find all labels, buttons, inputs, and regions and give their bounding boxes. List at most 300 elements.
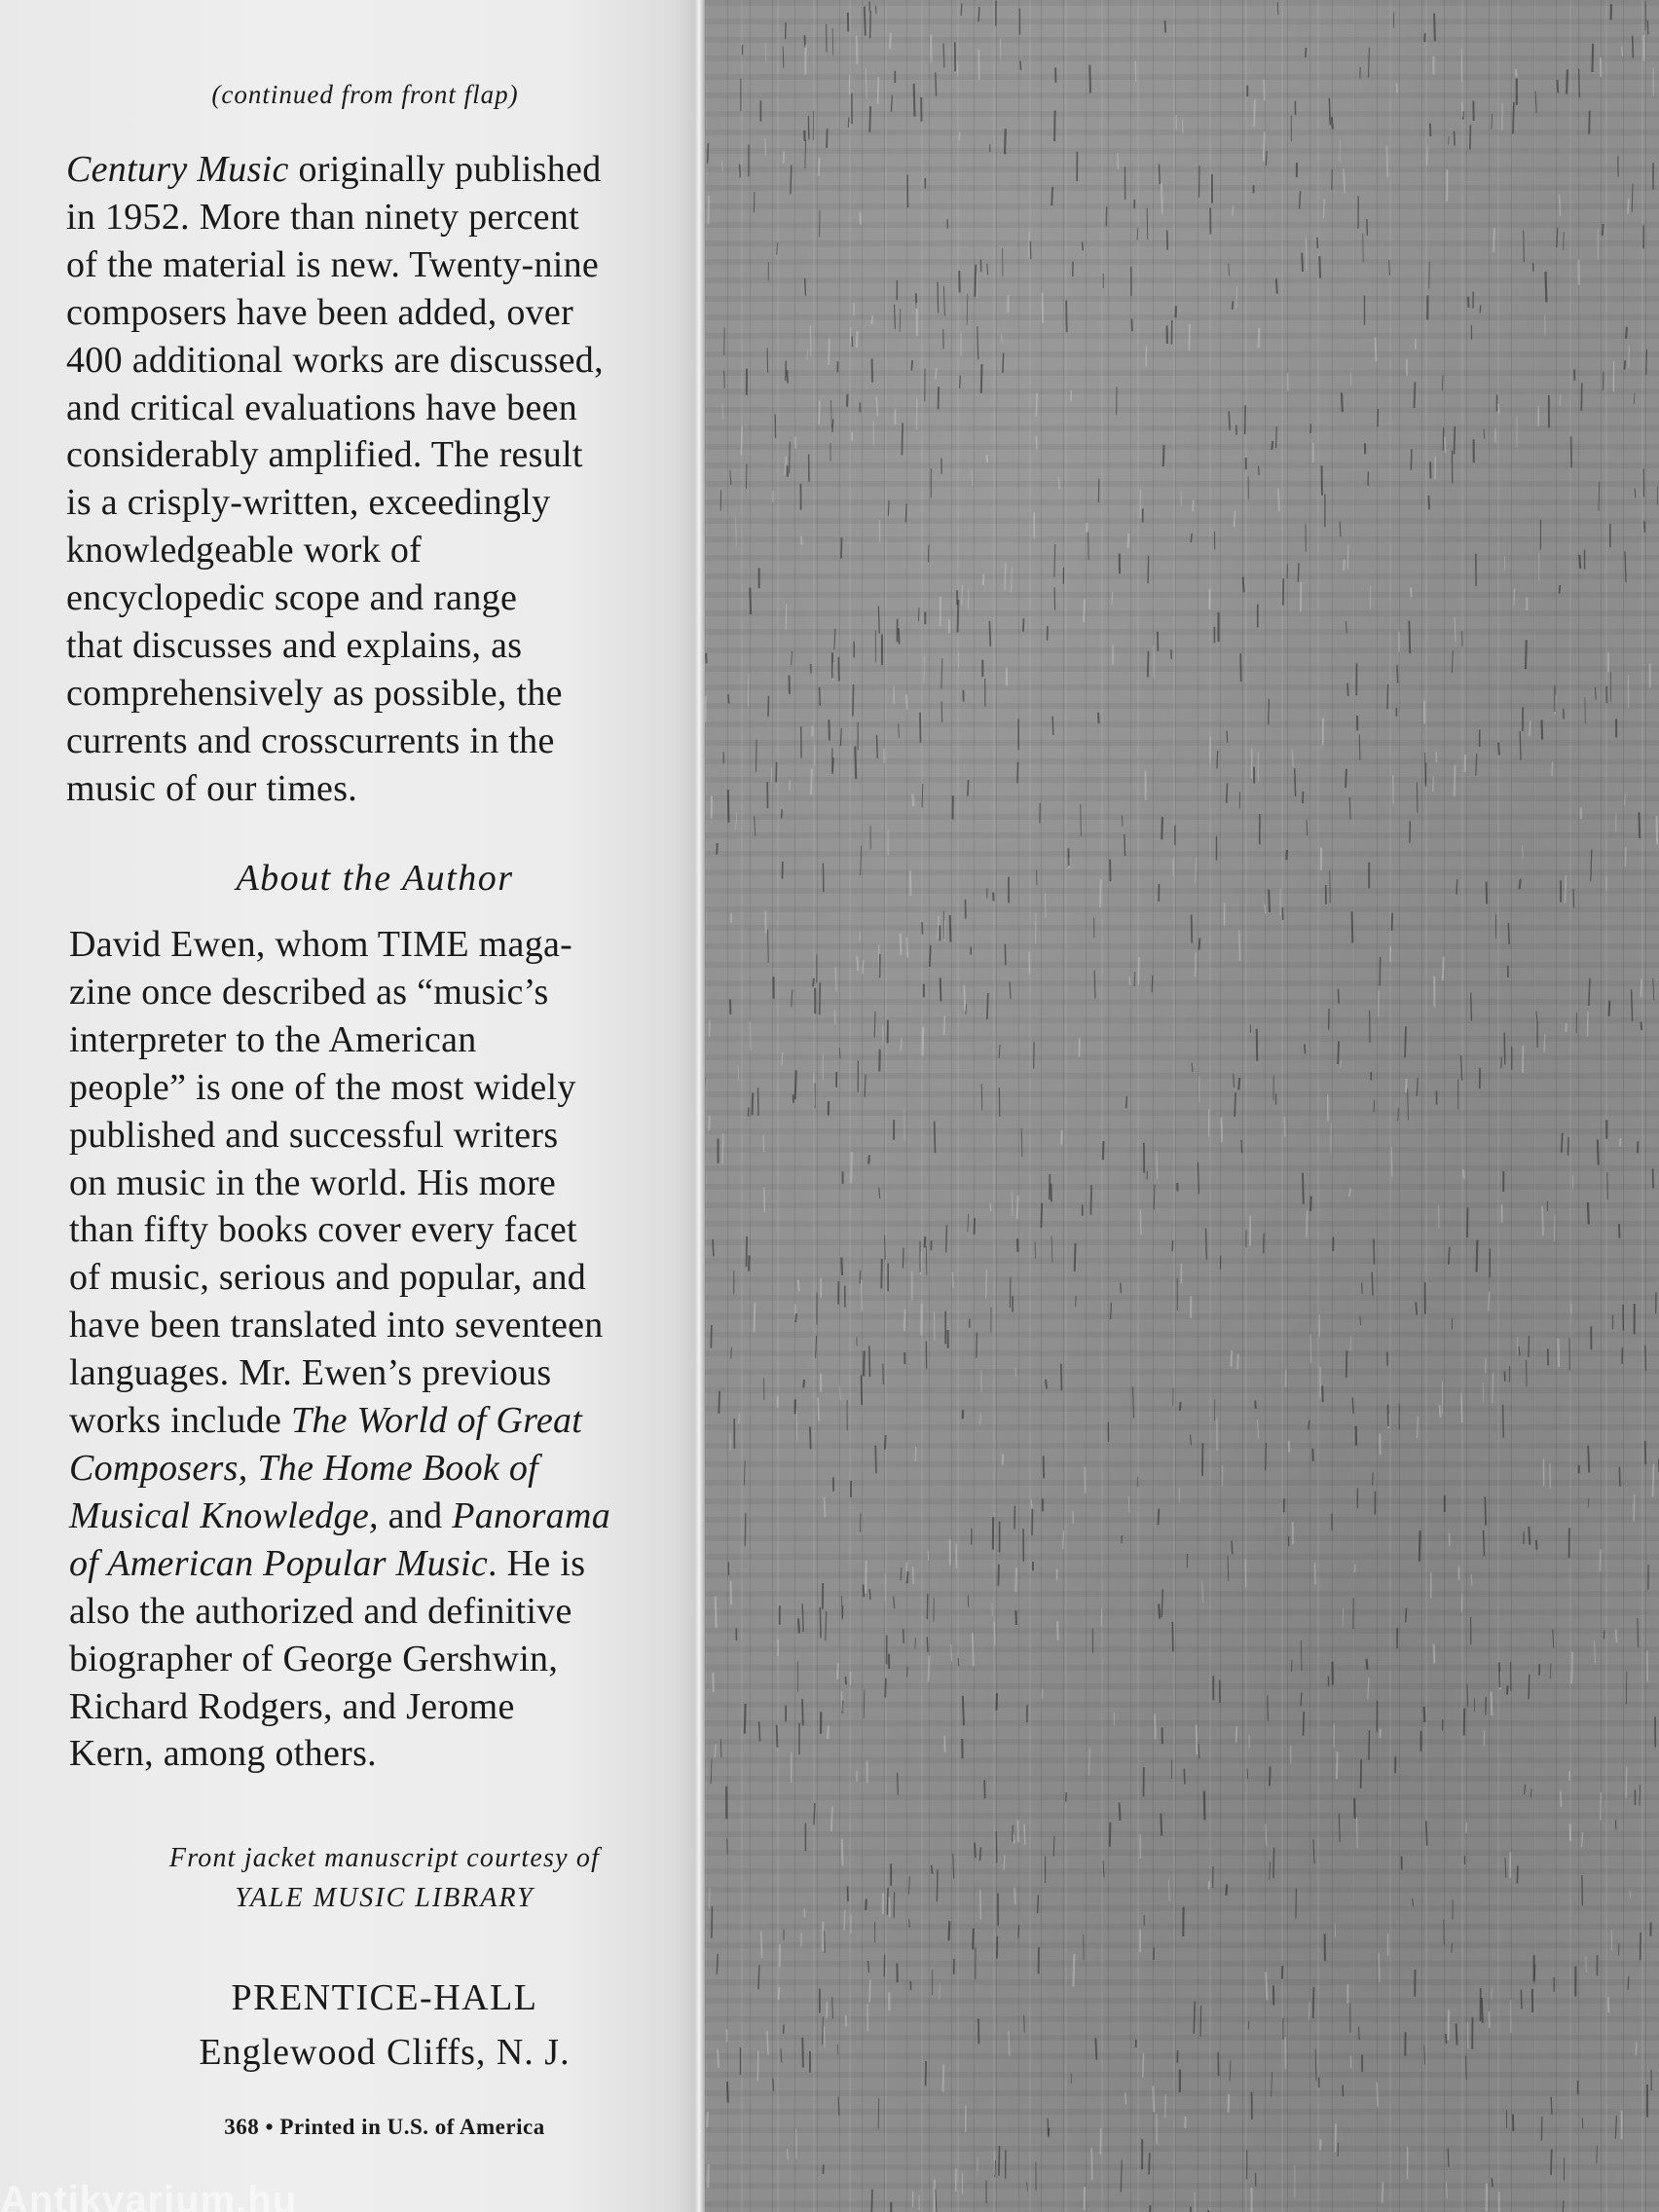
grain-stroke — [1557, 80, 1558, 92]
grain-stroke — [1159, 1509, 1160, 1526]
grain-stroke — [835, 967, 836, 991]
grain-stroke — [1492, 1987, 1493, 1999]
grain-stroke — [767, 349, 768, 373]
grain-stroke — [1625, 847, 1626, 866]
grain-stroke — [1452, 1943, 1453, 1953]
grain-stroke — [1163, 445, 1164, 466]
grain-stroke — [1014, 1887, 1015, 1904]
grain-stroke — [1241, 1140, 1242, 1154]
grain-stroke — [792, 651, 793, 665]
grain-stroke — [1499, 1663, 1500, 1688]
grain-stroke — [1254, 99, 1255, 127]
grain-stroke — [840, 728, 841, 746]
grain-stroke — [1571, 436, 1572, 467]
grain-stroke — [1197, 1725, 1198, 1755]
grain-stroke — [1298, 563, 1299, 582]
grain-stroke — [1010, 981, 1011, 999]
grain-stroke — [1054, 111, 1055, 142]
text-line: in 1952. More than ninety percent — [66, 196, 579, 238]
grain-stroke — [1193, 499, 1194, 511]
grain-stroke — [1269, 699, 1270, 725]
grain-stroke — [1622, 46, 1623, 56]
grain-stroke — [1449, 2009, 1450, 2040]
grain-stroke — [949, 1921, 950, 1940]
textured-cover-panel — [705, 0, 1659, 2212]
grain-stroke — [1589, 978, 1590, 1006]
grain-stroke — [1633, 36, 1634, 58]
grain-stroke — [857, 956, 858, 971]
grain-stroke — [795, 436, 796, 449]
grain-stroke — [1120, 1802, 1121, 1821]
grain-stroke — [1184, 1769, 1185, 1785]
grain-stroke — [1291, 1660, 1292, 1672]
grain-stroke — [1391, 1147, 1392, 1177]
grain-stroke — [1368, 1677, 1369, 1699]
grain-stroke — [1408, 1088, 1409, 1121]
text-line: languages. Mr. Ewen’s previous — [69, 1352, 552, 1394]
grain-stroke — [1369, 48, 1370, 78]
grain-stroke — [1090, 1185, 1091, 1215]
grain-stroke — [959, 132, 960, 140]
grain-stroke — [1227, 784, 1228, 803]
grain-stroke — [1243, 577, 1244, 593]
grain-stroke — [883, 1025, 884, 1043]
grain-stroke — [765, 138, 766, 155]
grain-stroke — [1374, 1238, 1375, 1264]
grain-stroke — [1332, 117, 1333, 129]
grain-stroke — [1471, 993, 1472, 1021]
grain-stroke — [1374, 1100, 1375, 1112]
grain-stroke — [1546, 272, 1547, 303]
grain-stroke — [998, 1565, 999, 1586]
grain-stroke — [899, 723, 900, 738]
grain-stroke — [1199, 938, 1200, 949]
grain-stroke — [813, 978, 814, 986]
grain-stroke — [1051, 1184, 1052, 1202]
grain-stroke — [1641, 979, 1642, 998]
text-line: and critical evaluations have been — [66, 387, 578, 428]
grain-stroke — [1635, 489, 1636, 498]
grain-stroke — [1449, 1247, 1450, 1265]
grain-stroke — [1424, 2046, 1425, 2065]
grain-stroke — [1278, 489, 1279, 511]
grain-stroke — [935, 1122, 936, 1154]
grain-stroke — [1051, 1235, 1052, 1262]
grain-stroke — [907, 1571, 908, 1583]
grain-stroke — [787, 2149, 788, 2159]
grain-stroke — [925, 1236, 926, 1247]
grain-stroke — [959, 271, 960, 292]
grain-stroke — [1292, 750, 1293, 767]
text-line — [66, 146, 689, 194]
grain-stroke — [909, 1876, 910, 1894]
grain-stroke — [1398, 1108, 1399, 1121]
grain-stroke — [1560, 585, 1561, 594]
grain-stroke — [786, 361, 787, 382]
grain-stroke — [940, 977, 941, 1001]
grain-stroke — [885, 1435, 886, 1450]
grain-stroke — [1228, 1556, 1229, 1581]
grain-stroke — [986, 1270, 987, 1299]
grain-stroke — [1200, 2006, 1201, 2037]
grain-stroke — [832, 662, 833, 681]
grain-stroke — [727, 1839, 728, 1855]
grain-stroke — [1409, 621, 1410, 653]
grain-stroke — [1030, 241, 1031, 259]
text-line: knowledgeable work of — [66, 530, 423, 571]
grain-stroke — [878, 607, 879, 634]
grain-stroke — [1100, 879, 1101, 907]
grain-stroke — [1206, 1229, 1207, 1260]
grain-stroke — [1520, 879, 1521, 889]
grain-stroke — [898, 1773, 899, 1795]
grain-stroke — [1361, 1759, 1362, 1788]
grain-stroke — [869, 1346, 870, 1377]
grain-stroke — [1229, 411, 1230, 429]
grain-stroke — [950, 915, 951, 942]
grain-stroke — [1387, 684, 1388, 709]
grain-stroke — [782, 1052, 783, 1066]
grain-stroke — [796, 1409, 797, 1441]
grain-stroke — [820, 982, 821, 1014]
grain-stroke — [1322, 465, 1323, 495]
grain-stroke — [1125, 2093, 1126, 2105]
author-paragraph — [69, 921, 692, 1778]
grain-stroke — [1653, 978, 1654, 1001]
grain-stroke — [975, 1843, 976, 1859]
grain-stroke — [1189, 324, 1190, 351]
grain-stroke — [1315, 2049, 1316, 2082]
grain-stroke — [829, 719, 830, 740]
grain-stroke — [1018, 1821, 1019, 1843]
grain-stroke — [1332, 169, 1333, 190]
grain-stroke — [827, 129, 828, 148]
grain-stroke — [1009, 2031, 1010, 2056]
grain-stroke — [1632, 989, 1633, 1021]
grain-stroke — [1619, 1224, 1620, 1238]
grain-stroke — [1486, 1697, 1487, 1715]
grain-stroke — [890, 33, 891, 49]
grain-stroke — [885, 1235, 886, 1259]
grain-stroke — [866, 68, 867, 98]
grain-stroke — [869, 1979, 870, 2002]
grain-stroke — [946, 1225, 947, 1252]
grain-stroke — [1354, 1798, 1355, 1819]
grain-stroke — [828, 1726, 829, 1740]
about-author-heading: About the Author — [236, 858, 514, 899]
grain-stroke — [791, 165, 792, 194]
grain-stroke — [868, 1961, 869, 1972]
grain-stroke — [814, 1074, 815, 1106]
grain-stroke — [1044, 1456, 1045, 1478]
grain-stroke — [1492, 1692, 1493, 1716]
grain-stroke — [1233, 301, 1234, 310]
grain-stroke — [869, 1589, 870, 1600]
grain-stroke — [1411, 449, 1412, 470]
grain-stroke — [1455, 617, 1456, 642]
grain-stroke — [1341, 1060, 1342, 1069]
grain-stroke — [1346, 1350, 1347, 1378]
grain-stroke — [1304, 1712, 1305, 1736]
grain-stroke — [1529, 1675, 1530, 1700]
grain-stroke — [1632, 184, 1633, 213]
grain-stroke — [1461, 1394, 1462, 1422]
grain-stroke — [823, 864, 824, 893]
grain-stroke — [1195, 2193, 1196, 2212]
grain-stroke — [716, 1597, 717, 1628]
grain-stroke — [1300, 191, 1301, 209]
grain-stroke — [838, 2097, 839, 2116]
grain-stroke — [1015, 1610, 1016, 1625]
grain-stroke — [825, 1497, 826, 1518]
grain-stroke — [1075, 1243, 1076, 1272]
grain-stroke — [975, 265, 976, 297]
grain-stroke — [1191, 1434, 1192, 1445]
grain-stroke — [953, 1854, 954, 1878]
grain-stroke — [1269, 890, 1270, 912]
grain-stroke — [855, 747, 856, 780]
grain-stroke — [944, 1015, 945, 1035]
grain-stroke — [1347, 683, 1348, 696]
grain-stroke — [811, 769, 812, 795]
grain-stroke — [1329, 98, 1330, 126]
work-title: Musical Knowledge, — [69, 1494, 379, 1536]
grain-stroke — [1258, 1419, 1259, 1438]
grain-stroke — [826, 1611, 827, 1641]
grain-stroke — [901, 1567, 902, 1581]
grain-stroke — [962, 585, 963, 606]
grain-stroke — [1088, 533, 1089, 560]
grain-stroke — [1415, 382, 1416, 408]
grain-stroke — [1270, 1862, 1271, 1880]
grain-stroke — [1356, 1817, 1357, 1848]
grain-stroke — [902, 424, 903, 456]
grain-stroke — [1566, 1023, 1567, 1032]
grain-stroke — [761, 1932, 762, 1959]
grain-stroke — [823, 2017, 824, 2046]
grain-stroke — [1562, 1133, 1563, 1153]
grain-stroke — [981, 364, 982, 393]
grain-stroke — [1121, 1283, 1122, 1294]
grain-stroke — [989, 621, 990, 646]
description-paragraph — [66, 146, 689, 813]
grain-stroke — [938, 916, 939, 939]
grain-stroke — [1521, 1990, 1522, 2009]
grain-stroke — [1492, 2178, 1493, 2187]
grain-stroke — [907, 1667, 908, 1677]
grain-stroke — [1313, 1987, 1314, 2018]
grain-stroke — [1349, 1188, 1350, 1197]
text-line: Richard Rodgers, and Jerome — [69, 1685, 515, 1727]
grain-stroke — [1372, 1272, 1373, 1296]
grain-stroke — [1032, 1509, 1033, 1535]
grain-stroke — [1314, 1563, 1315, 1584]
grain-stroke — [1536, 1540, 1537, 1550]
grain-stroke — [790, 780, 791, 790]
grain-stroke — [1273, 1848, 1274, 1879]
grain-stroke — [1568, 1137, 1569, 1156]
grain-stroke — [1017, 1196, 1018, 1219]
grain-stroke — [1284, 1117, 1285, 1137]
grain-stroke — [1579, 555, 1580, 569]
grain-stroke — [1240, 653, 1241, 682]
text-line: of the material is new. Twenty-nine — [66, 243, 600, 285]
grain-stroke — [1388, 1405, 1389, 1427]
text-fragment: . He is — [488, 1542, 586, 1584]
grain-stroke — [1465, 755, 1466, 772]
grain-stroke — [1073, 1954, 1074, 1986]
grain-stroke — [987, 993, 988, 1019]
grain-stroke — [996, 1831, 997, 1862]
grain-stroke — [1233, 206, 1234, 216]
grain-stroke — [1343, 1608, 1344, 1628]
grain-stroke — [1634, 393, 1635, 404]
grain-stroke — [798, 1280, 799, 1292]
grain-stroke — [832, 1997, 833, 2018]
grain-stroke — [1168, 1880, 1169, 1901]
work-title: The World of Great — [290, 1400, 583, 1442]
grain-stroke — [1477, 1240, 1478, 1272]
grain-stroke — [1227, 1885, 1228, 1896]
grain-stroke — [936, 2189, 937, 2212]
grain-stroke — [1467, 1207, 1468, 1237]
grain-stroke — [756, 740, 757, 772]
grain-stroke — [1161, 183, 1162, 214]
grain-stroke — [1359, 2027, 1360, 2041]
grain-stroke — [932, 1865, 933, 1874]
grain-stroke — [1081, 804, 1082, 836]
grain-stroke — [941, 658, 942, 689]
grain-stroke — [1603, 372, 1604, 390]
grain-stroke — [947, 219, 948, 229]
grain-stroke — [1553, 1630, 1554, 1648]
grain-stroke — [1349, 797, 1350, 820]
grain-stroke — [1405, 1026, 1406, 1057]
grain-stroke — [871, 2190, 872, 2212]
grain-stroke — [1367, 219, 1368, 236]
grain-stroke — [1148, 651, 1149, 678]
grain-stroke — [963, 1696, 964, 1725]
text-line: is a crisply-written, exceedingly — [66, 482, 551, 524]
grain-stroke — [968, 780, 969, 795]
grain-stroke — [1336, 2123, 1337, 2152]
grain-stroke — [1236, 1726, 1237, 1742]
grain-stroke — [1507, 1685, 1508, 1694]
grain-stroke — [1266, 1825, 1267, 1846]
grain-stroke — [1312, 1449, 1313, 1461]
grain-stroke — [914, 84, 915, 117]
grain-stroke — [1417, 1078, 1418, 1096]
grain-stroke — [943, 2064, 944, 2092]
grain-stroke — [1520, 731, 1521, 760]
grain-stroke — [758, 1088, 759, 1116]
text-line: currents and crosscurrents in the — [66, 719, 555, 761]
grain-stroke — [1270, 1767, 1271, 1787]
grain-stroke — [1135, 61, 1136, 82]
grain-stroke — [1416, 1302, 1417, 1314]
grain-stroke — [741, 426, 742, 456]
text-line: comprehensively as possible, the — [66, 672, 563, 714]
grain-stroke — [722, 161, 723, 171]
grain-stroke — [839, 1048, 840, 1058]
grain-stroke — [736, 813, 737, 830]
grain-stroke — [1498, 743, 1499, 756]
grain-stroke — [1382, 2182, 1383, 2203]
grain-stroke — [1489, 1292, 1490, 1311]
grain-stroke — [1154, 646, 1155, 679]
text-line: also the authorized and definitive — [69, 1590, 572, 1632]
grain-stroke — [1221, 1118, 1222, 1143]
grain-stroke — [1601, 1792, 1602, 1820]
grain-stroke — [1552, 762, 1553, 776]
grain-stroke — [1425, 754, 1426, 785]
printed-note: 368 • Printed in U.S. of America — [224, 2115, 545, 2139]
grain-stroke — [782, 809, 783, 818]
grain-stroke — [1147, 208, 1148, 240]
grain-stroke — [1013, 1825, 1014, 1842]
grain-stroke — [1462, 102, 1463, 118]
grain-stroke — [903, 1629, 904, 1643]
grain-stroke — [1084, 599, 1085, 621]
grain-stroke — [1424, 33, 1425, 42]
grain-stroke — [1646, 350, 1647, 375]
text-line — [69, 1493, 692, 1540]
grain-stroke — [1192, 1062, 1193, 1072]
grain-stroke — [1476, 754, 1477, 776]
grain-stroke — [745, 1513, 746, 1546]
grain-stroke — [1268, 1695, 1269, 1720]
grain-stroke — [1376, 338, 1377, 362]
grain-stroke — [790, 442, 791, 474]
grain-stroke — [1245, 405, 1246, 434]
grain-stroke — [1446, 2034, 1447, 2044]
grain-stroke — [1350, 2056, 1351, 2069]
grain-stroke — [1397, 665, 1398, 683]
grain-stroke — [1524, 231, 1525, 263]
grain-stroke — [1359, 734, 1360, 759]
grain-stroke — [1131, 319, 1132, 332]
grain-stroke — [1140, 1210, 1141, 1235]
text-line: David Ewen, whom TIME maga- — [69, 924, 573, 965]
grain-stroke — [1380, 957, 1381, 986]
grain-stroke — [1066, 301, 1067, 333]
grain-stroke — [755, 1303, 756, 1333]
grain-stroke — [870, 11, 871, 38]
grain-stroke — [1054, 587, 1055, 609]
grain-stroke — [1005, 563, 1006, 590]
grain-stroke — [1126, 1096, 1127, 1108]
grain-stroke — [1012, 1192, 1013, 1216]
grain-stroke — [864, 1585, 865, 1598]
grain-stroke — [776, 762, 777, 783]
book-title-fragment: Century Music — [66, 149, 289, 190]
grain-stroke — [887, 1888, 888, 1915]
grain-stroke — [1118, 153, 1119, 168]
text-line: published and successful writers — [69, 1114, 559, 1156]
text-line: encyclopedic scope and range — [66, 577, 518, 619]
grain-stroke — [960, 376, 961, 388]
grain-stroke — [1191, 534, 1192, 542]
grain-stroke — [1277, 2, 1278, 15]
grain-stroke — [1165, 2094, 1166, 2118]
work-title: Composers, — [69, 1447, 248, 1489]
grain-stroke — [1161, 817, 1162, 839]
grain-stroke — [1310, 1197, 1311, 1211]
grain-stroke — [740, 165, 741, 177]
grain-stroke — [1023, 618, 1024, 632]
grain-stroke — [1645, 1346, 1646, 1371]
grain-stroke — [1582, 2119, 1583, 2128]
